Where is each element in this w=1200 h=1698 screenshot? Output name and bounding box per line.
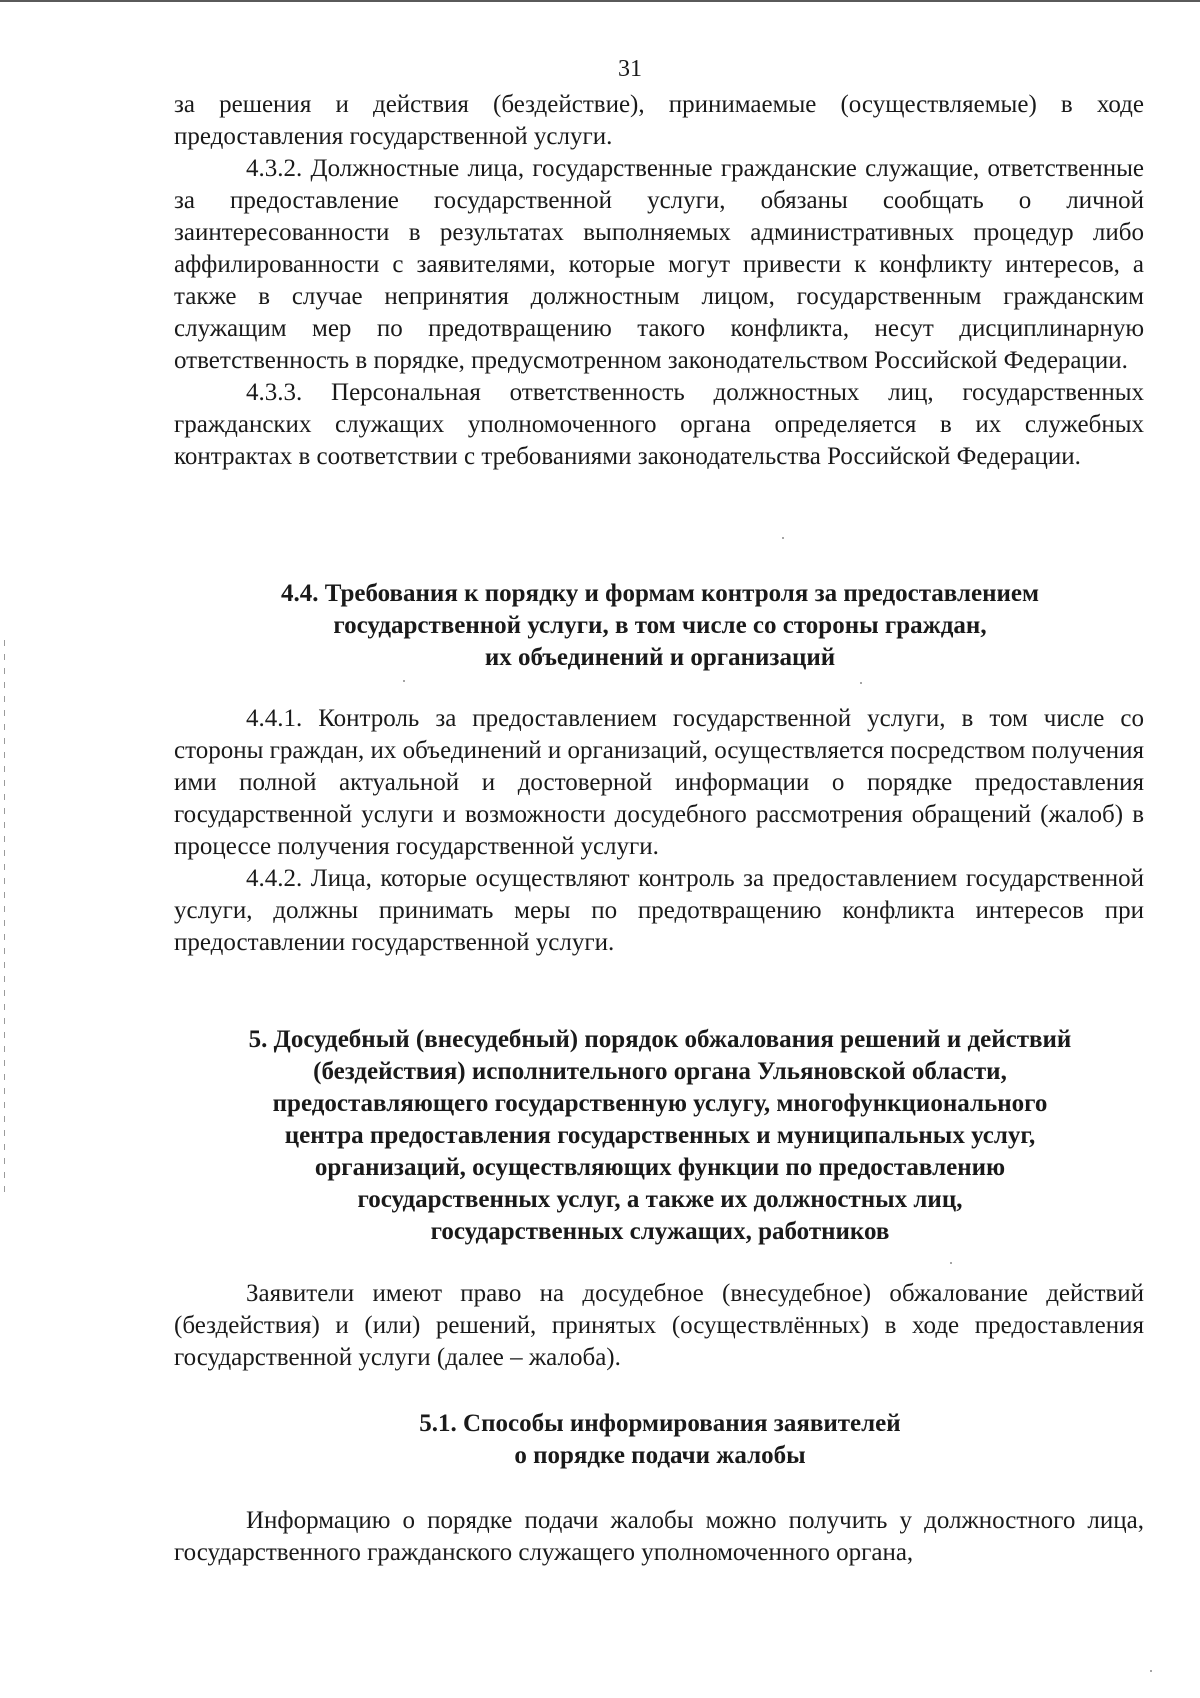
scan-top-border	[0, 0, 1200, 2]
page-number: 31	[618, 56, 642, 82]
heading-5-line-5: организаций, осуществляющих функции по предоставлению	[314, 1154, 1006, 1181]
scan-speck	[1150, 1670, 1152, 1672]
heading-4-4-line-2: государственной услуги, в том числе со стороны граждан,	[333, 612, 987, 639]
heading-5-1	[150, 1408, 1170, 1472]
paragraph-5-1: Информацию о порядке подачи жалобы можно получить у должностного лица, государственного гражданского служащего уполномоченного органа,	[174, 1507, 1144, 1566]
heading-5-line-2: (бездействия) исполнительного органа Ульяновской области,	[313, 1058, 1007, 1085]
heading-4-4-line-1: 4.4. Требования к порядку и формам контроля за предоставлением	[280, 580, 1040, 607]
heading-5-1-line-2: о порядке подачи жалобы	[514, 1442, 806, 1469]
scan-speck	[782, 537, 784, 539]
section-4-3-text	[174, 89, 1144, 473]
heading-5	[150, 1024, 1170, 1248]
scan-speck	[950, 1262, 952, 1264]
intro-paragraph: за решения и действия (бездействие), принимаемые (осуществляемые) в ходе предоставления государственной услуги.	[174, 91, 1144, 150]
section-4-4-text	[174, 703, 1144, 959]
heading-4-4	[150, 578, 1170, 674]
paragraph-4-4-1: 4.4.1. Контроль за предоставлением государственной услуги, в том числе со стороны граждан, их объединений и организаций, осуществляется посредством получения ими полной актуальной и достоверной информации о порядке предоставления государственной услуги и возможности досудебного рассмотрения обращений (жалоб) в процессе получения государственной услуги.	[174, 705, 1144, 860]
paragraph-4-3-2: 4.3.2. Должностные лица, государственные гражданские служащие, ответственные за предоставление государственной услуги, обязаны сообщать о личной заинтересованности в результатах выполняемых административных процедур либо аффилированности с заявителями, которые могут привести к конфликту интересов, а также в случае непринятия должностным лицом, государственным гражданским служащим мер по предотвращению такого конфликта, несут дисциплинарную ответственность в порядке, предусмотренном законодательством Российской Федерации.	[174, 155, 1144, 374]
heading-5-line-4: центра предоставления государственных и муниципальных услуг,	[284, 1122, 1036, 1149]
heading-5-line-3: предоставляющего государственную услугу, многофункционального	[272, 1090, 1048, 1117]
paragraph-5-intro: Заявители имеют право на досудебное (внесудебное) обжалование действий (бездействия) и (или) решений, принятых (осуществлённых) в ходе предоставления государственной услуги (далее – жалоба).	[174, 1280, 1144, 1371]
scan-speck	[860, 682, 862, 684]
heading-4-4-line-3: их объединений и организаций	[484, 644, 836, 671]
scan-left-edge	[4, 640, 5, 1200]
paragraph-4-3-3: 4.3.3. Персональная ответственность должностных лиц, государственных гражданских служащих уполномоченного органа определяется в их служебных контрактах в соответствии с требованиями законодательства Российской Федерации.	[174, 379, 1144, 470]
heading-5-line-7: государственных служащих, работников	[430, 1218, 890, 1245]
section-5-1-text	[174, 1505, 1144, 1569]
section-5-text	[174, 1278, 1144, 1374]
heading-5-1-line-1: 5.1. Способы информирования заявителей	[419, 1410, 901, 1437]
heading-5-line-6: государственных услуг, а также их должностных лиц,	[357, 1186, 963, 1213]
scan-speck	[403, 680, 405, 682]
heading-5-line-1: 5. Досудебный (внесудебный) порядок обжалования решений и действий	[248, 1026, 1072, 1053]
paragraph-4-4-2: 4.4.2. Лица, которые осуществляют контроль за предоставлением государственной услуги, должны принимать меры по предотвращению конфликта интересов при предоставлении государственной услуги.	[174, 865, 1144, 956]
